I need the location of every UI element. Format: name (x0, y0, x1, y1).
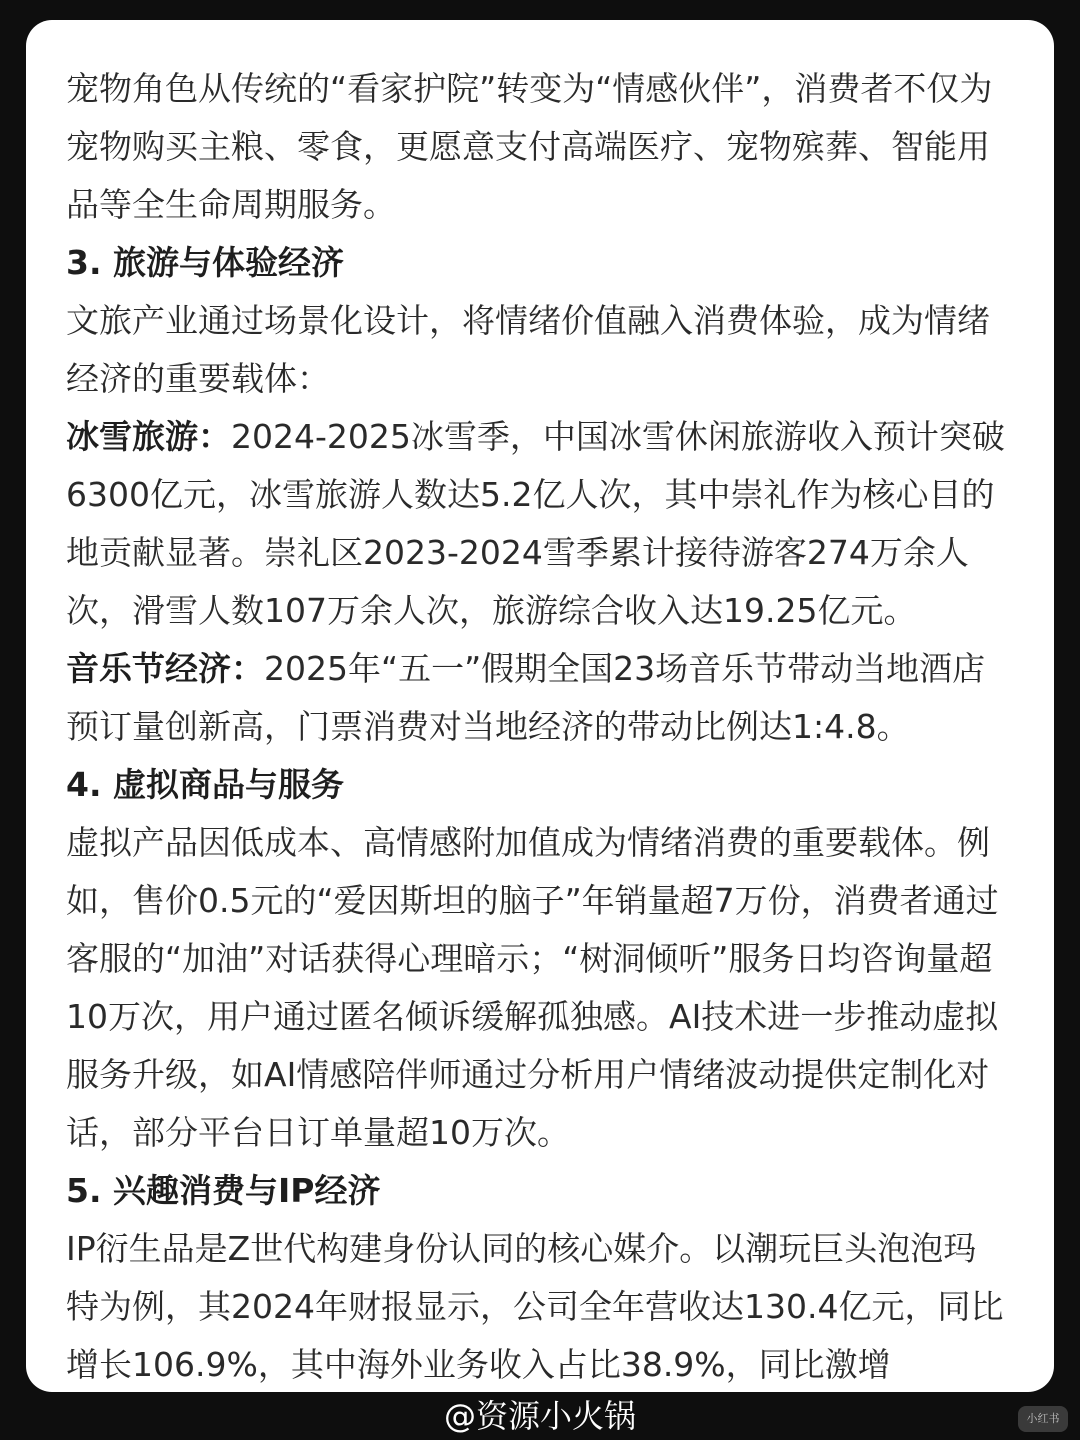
paragraph-line (66, 640, 1018, 698)
paragraph-line (66, 408, 1018, 466)
paragraph-line: 服务升级，如AI情感陪伴师通过分析用户情绪波动提供定制化对 (66, 1055, 990, 1094)
paragraph-line: 地贡献显著。崇礼区2023-2024雪季累计接待游客274万余人 (66, 533, 969, 572)
paragraph-line: 预订量创新高，门票消费对当地经济的带动比例达1:4.8。 (66, 707, 910, 746)
paragraph-line: 经济的重要载体： (66, 359, 330, 398)
section-heading: 5. 兴趣消费与IP经济 (66, 1171, 381, 1210)
paragraph-line: 特为例，其2024年财报显示，公司全年营收达130.4亿元，同比 (66, 1287, 1004, 1326)
section-heading: 4. 虚拟商品与服务 (66, 765, 344, 804)
paragraph-line: 如，售价0.5元的“爱因斯坦的脑子”年销量超7万份，消费者通过 (66, 881, 999, 920)
inline-label: 音乐节经济： (66, 649, 264, 688)
paragraph-line: 6300亿元，冰雪旅游人数达5.2亿人次，其中崇礼作为核心目的 (66, 475, 995, 514)
xiaohongshu-logo: 小红书 (1018, 1406, 1068, 1432)
line-text: 2025年“五一”假期全国23场音乐节带动当地酒店 (264, 649, 986, 688)
paragraph-line: 次，滑雪人数107万余人次，旅游综合收入达19.25亿元。 (66, 591, 917, 630)
paragraph-line: 虚拟产品因低成本、高情感附加值成为情绪消费的重要载体。例 (66, 823, 990, 862)
paragraph-line: 增长106.9%，其中海外业务收入占比38.9%，同比激增 (66, 1345, 891, 1384)
section-heading: 3. 旅游与体验经济 (66, 243, 344, 282)
document-content (66, 60, 1018, 1392)
paragraph-line: 文旅产业通过场景化设计，将情绪价值融入消费体验，成为情绪 (66, 301, 990, 340)
paragraph-line: IP衍生品是Z世代构建身份认同的核心媒介。以潮玩巨头泡泡玛 (66, 1229, 977, 1268)
paragraph-line: 宠物角色从传统的“看家护院”转变为“情感伙伴”，消费者不仅为 (66, 69, 993, 108)
paragraph-line: 10万次，用户通过匿名倾诉缓解孤独感。AI技术进一步推动虚拟 (66, 997, 999, 1036)
line-text: 2024-2025冰雪季，中国冰雪休闲旅游收入预计突破 (231, 417, 1005, 456)
paragraph-line: 宠物购买主粮、零食，更愿意支付高端医疗、宠物殡葬、智能用 (66, 127, 990, 166)
paragraph-line: 客服的“加油”对话获得心理暗示；“树洞倾听”服务日均咨询量超 (66, 939, 993, 978)
inline-label: 冰雪旅游： (66, 417, 231, 456)
author-watermark: @资源小火锅 (443, 1397, 636, 1435)
paragraph-line: 品等全生命周期服务。 (66, 185, 396, 224)
document-card (26, 20, 1054, 1392)
paragraph-line: 话，部分平台日订单量超10万次。 (66, 1113, 570, 1152)
